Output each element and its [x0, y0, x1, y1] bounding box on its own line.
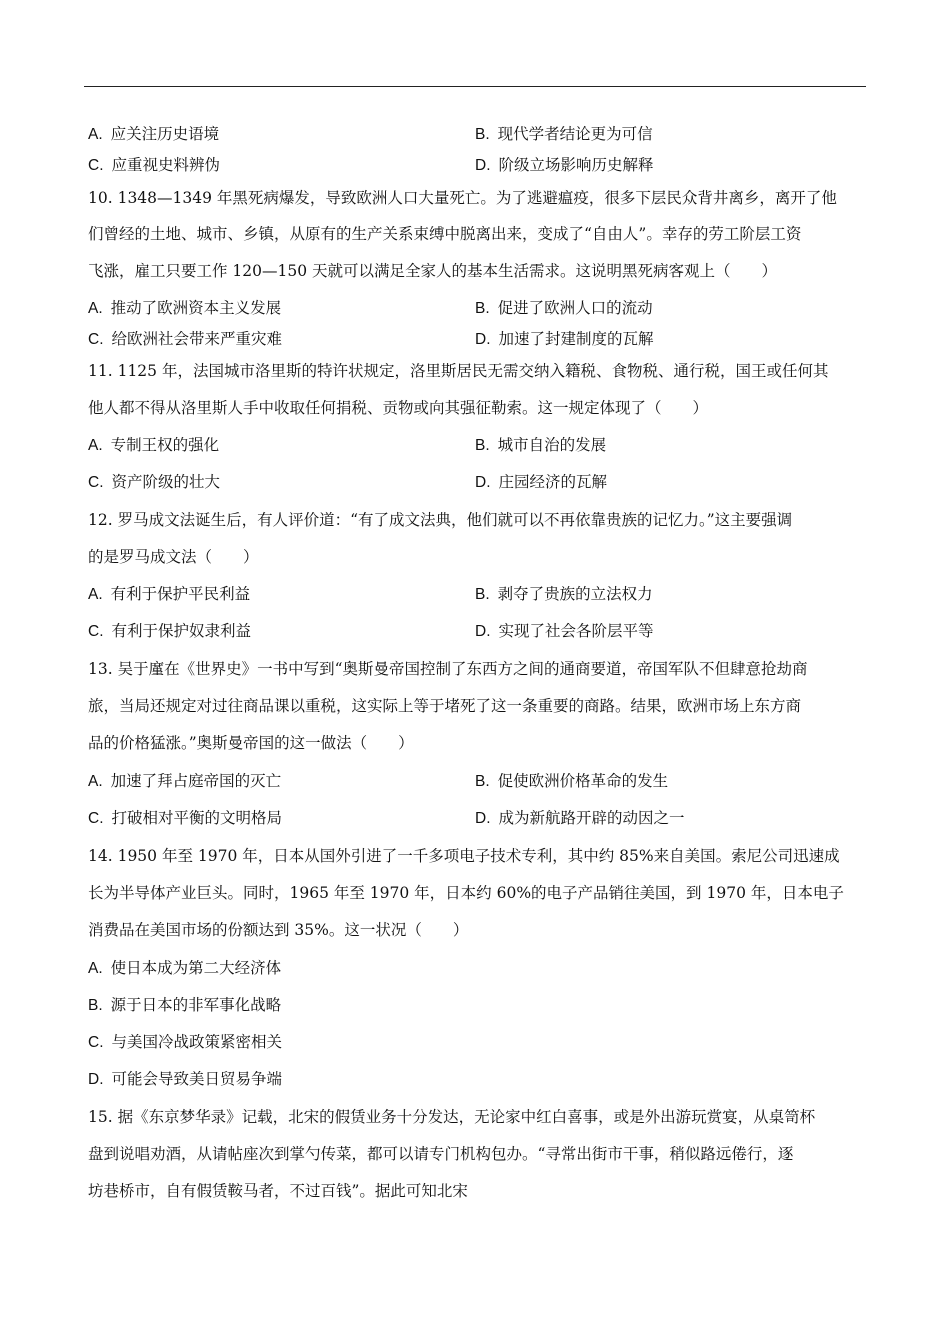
q11-stem-line-2: 他人都不得从洛里斯人手中收取任何捐税、贡物或向其强征勒索。这一规定体现了（ ） [88, 399, 709, 417]
q11-option-b[interactable]: B. 城市自治的发展 [475, 436, 607, 454]
q10-stem-line-3: 飞涨，雇工只要工作 120—150 天就可以满足全家人的基本生活需求。这说明黑死病客观上（ ） [88, 262, 778, 280]
q14-stem-line-1: 14. 1950 年至 1970 年，日本从国外引进了一千多项电子技术专利，其中约 85%来自美国。索尼公司迅速成 [88, 847, 840, 865]
header-rule [84, 86, 866, 87]
q10-option-a[interactable]: A. 推动了欧洲资本主义发展 [88, 299, 282, 317]
q12-option-b[interactable]: B. 剥夺了贵族的立法权力 [475, 585, 653, 603]
q9-option-c[interactable]: C. 应重视史料辨伪 [88, 156, 221, 174]
q12-option-c[interactable]: C. 有利于保护奴隶利益 [88, 622, 252, 640]
q15-stem-line-2: 盘到说唱劝酒，从请帖座次到掌勺传菜，都可以请专门机构包办。“寻常出街市干事，稍似路远倦行，逐 [88, 1145, 794, 1163]
q13-option-c[interactable]: C. 打破相对平衡的文明格局 [88, 809, 283, 827]
q14-option-b[interactable]: B. 源于日本的非军事化战略 [88, 996, 282, 1014]
q13-option-b[interactable]: B. 促使欧洲价格革命的发生 [475, 772, 669, 790]
q10-option-c[interactable]: C. 给欧洲社会带来严重灾难 [88, 330, 283, 348]
q9-option-d[interactable]: D. 阶级立场影响历史解释 [475, 156, 654, 174]
q9-option-b[interactable]: B. 现代学者结论更为可信 [475, 125, 653, 143]
q10-stem-line-1: 10. 1348—1349 年黑死病爆发，导致欧洲人口大量死亡。为了逃避瘟疫，很多下层民众背井离乡，离开了他 [88, 189, 837, 207]
q13-option-d[interactable]: D. 成为新航路开辟的动因之一 [475, 809, 685, 827]
q14-option-d[interactable]: D. 可能会导致美日贸易争端 [88, 1070, 283, 1088]
q13-stem-line-3: 品的价格猛涨。”奥斯曼帝国的这一做法（ ） [88, 734, 414, 752]
q15-stem-line-3: 坊巷桥市，自有假赁鞍马者，不过百钱”。据此可知北宋 [88, 1182, 468, 1200]
q11-stem-line-1: 11. 1125 年，法国城市洛里斯的特许状规定，洛里斯居民无需交纳入籍税、食物税、通行税，国王或任何其 [88, 362, 829, 380]
q10-option-d[interactable]: D. 加速了封建制度的瓦解 [475, 330, 654, 348]
q13-stem-line-1: 13. 吴于廑在《世界史》一书中写到“奥斯曼帝国控制了东西方之间的通商要道，帝国军队不但肆意抢劫商 [88, 660, 808, 678]
q12-option-a[interactable]: A. 有利于保护平民利益 [88, 585, 251, 603]
q11-option-a[interactable]: A. 专制王权的强化 [88, 436, 220, 454]
q12-stem-line-2: 的是罗马成文法（ ） [88, 548, 259, 566]
q14-option-c[interactable]: C. 与美国冷战政策紧密相关 [88, 1033, 283, 1051]
q14-stem-line-2: 长为半导体产业巨头。同时，1965 年至 1970 年，日本约 60%的电子产品销往美国，到 1970 年，日本电子 [88, 884, 844, 902]
q12-stem-line-1: 12. 罗马成文法诞生后，有人评价道：“有了成文法典，他们就可以不再依靠贵族的记忆力。”这主要强调 [88, 511, 793, 529]
q13-option-a[interactable]: A. 加速了拜占庭帝国的灭亡 [88, 772, 282, 790]
q11-option-d[interactable]: D. 庄园经济的瓦解 [475, 473, 608, 491]
q14-option-a[interactable]: A. 使日本成为第二大经济体 [88, 959, 282, 977]
q11-option-c[interactable]: C. 资产阶级的壮大 [88, 473, 221, 491]
q10-stem-line-2: 们曾经的土地、城市、乡镇，从原有的生产关系束缚中脱离出来，变成了“自由人”。幸存的劳工阶层工资 [88, 225, 802, 243]
q15-stem-line-1: 15. 据《东京梦华录》记载，北宋的假赁业务十分发达，无论家中红白喜事，或是外出游玩赏宴，从桌笥杯 [88, 1108, 816, 1126]
q9-option-a[interactable]: A. 应关注历史语境 [88, 125, 220, 143]
q12-option-d[interactable]: D. 实现了社会各阶层平等 [475, 622, 654, 640]
q10-option-b[interactable]: B. 促进了欧洲人口的流动 [475, 299, 653, 317]
q13-stem-line-2: 旅，当局还规定对过往商品课以重税，这实际上等于堵死了这一条重要的商路。结果，欧洲市场上东方商 [88, 697, 802, 715]
q14-stem-line-3: 消费品在美国市场的份额达到 35%。这一状况（ ） [88, 921, 469, 939]
